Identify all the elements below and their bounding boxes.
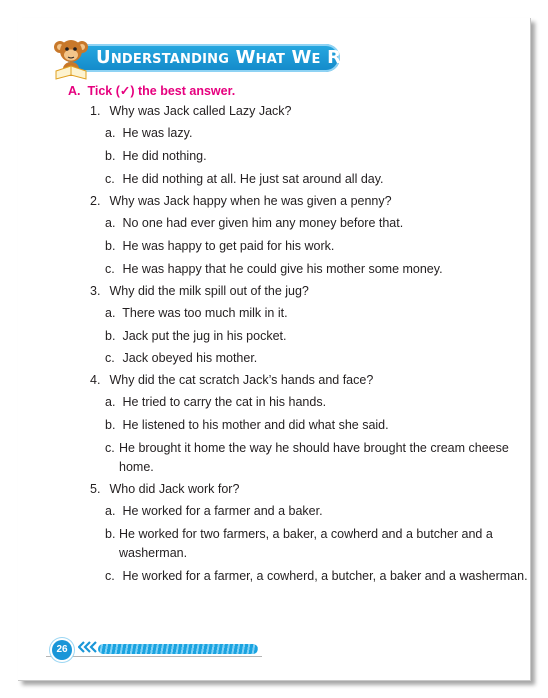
option-text: He worked for two farmers, a baker, a cowherd and a butcher and a washerman.: [119, 527, 493, 560]
option-text: Jack obeyed his mother.: [122, 351, 258, 365]
question-2: [90, 194, 392, 208]
option-text: He listened to his mother and did what she said.: [122, 418, 389, 432]
option-letter: c.: [105, 172, 115, 186]
option-5b[interactable]: [105, 525, 514, 563]
option-letter: b.: [105, 329, 116, 343]
option-4c[interactable]: [105, 439, 514, 477]
option-text: There was too much milk in it.: [122, 306, 288, 320]
option-letter: b.: [105, 149, 116, 163]
option-letter: c.: [105, 351, 115, 365]
option-text: He was lazy.: [122, 126, 193, 140]
option-letter: b.: [105, 527, 116, 541]
option-text: No one had ever given him any money before that.: [122, 216, 404, 230]
option-3a[interactable]: [105, 304, 288, 323]
option-text: He did nothing.: [122, 149, 207, 163]
question-3: [90, 284, 309, 298]
option-letter: a.: [105, 306, 116, 320]
option-text: He worked for a farmer and a baker.: [122, 504, 323, 518]
question-text: Why was Jack called Lazy Jack?: [109, 104, 292, 118]
option-letter: c.: [105, 441, 115, 455]
question-number: 4.: [90, 373, 101, 387]
question-text: Who did Jack work for?: [109, 482, 240, 496]
option-letter: b.: [105, 239, 116, 253]
option-letter: a.: [105, 504, 116, 518]
option-1a[interactable]: [105, 124, 192, 143]
option-text: Jack put the jug in his pocket.: [122, 329, 287, 343]
option-letter: a.: [105, 395, 116, 409]
option-text: He did nothing at all. He just sat around all day.: [122, 172, 384, 186]
option-letter: a.: [105, 216, 116, 230]
question-1: [90, 104, 292, 118]
option-text: He worked for a farmer, a cowherd, a butcher, a baker and a washerman.: [122, 569, 528, 583]
option-letter: a.: [105, 126, 116, 140]
option-2a[interactable]: [105, 214, 403, 233]
option-2c[interactable]: [105, 260, 443, 279]
option-5a[interactable]: [105, 502, 323, 521]
option-letter: c.: [105, 262, 115, 276]
option-1b[interactable]: [105, 147, 207, 166]
option-1c[interactable]: [105, 170, 384, 189]
question-number: 3.: [90, 284, 101, 298]
triple-chevron-left-icon: [78, 641, 98, 653]
page-number: 26: [52, 640, 72, 660]
option-4b[interactable]: [105, 416, 389, 435]
question-text: Why did the milk spill out of the jug?: [109, 284, 309, 298]
option-text: He brought it home the way he should have brought the cream cheese home.: [119, 441, 509, 474]
option-letter: c.: [105, 569, 115, 583]
section-title: Understanding What We Read: [96, 47, 372, 68]
option-5c[interactable]: [105, 567, 528, 586]
footer-divider: [46, 656, 262, 657]
option-text: He was happy that he could give his mother some money.: [122, 262, 443, 276]
option-2b[interactable]: [105, 237, 334, 256]
question-4: [90, 373, 373, 387]
question-5: [90, 482, 239, 496]
exercise-instruction: [68, 83, 235, 98]
question-number: 2.: [90, 194, 101, 208]
exercise-instruction-text: Tick (✓) the best answer.: [87, 84, 236, 98]
option-4a[interactable]: [105, 393, 326, 412]
option-3c[interactable]: [105, 349, 257, 368]
option-text: He tried to carry the cat in his hands.: [122, 395, 327, 409]
question-text: Why did the cat scratch Jack’s hands and face?: [109, 373, 374, 387]
question-text: Why was Jack happy when he was given a penny?: [109, 194, 392, 208]
exercise-label: A.: [68, 84, 81, 98]
monkey-reading-icon: [46, 33, 96, 81]
question-number: 5.: [90, 482, 101, 496]
option-letter: b.: [105, 418, 116, 432]
option-3b[interactable]: [105, 327, 286, 346]
question-number: 1.: [90, 104, 101, 118]
footer-decorative-bar: [98, 644, 258, 654]
option-text: He was happy to get paid for his work.: [122, 239, 335, 253]
